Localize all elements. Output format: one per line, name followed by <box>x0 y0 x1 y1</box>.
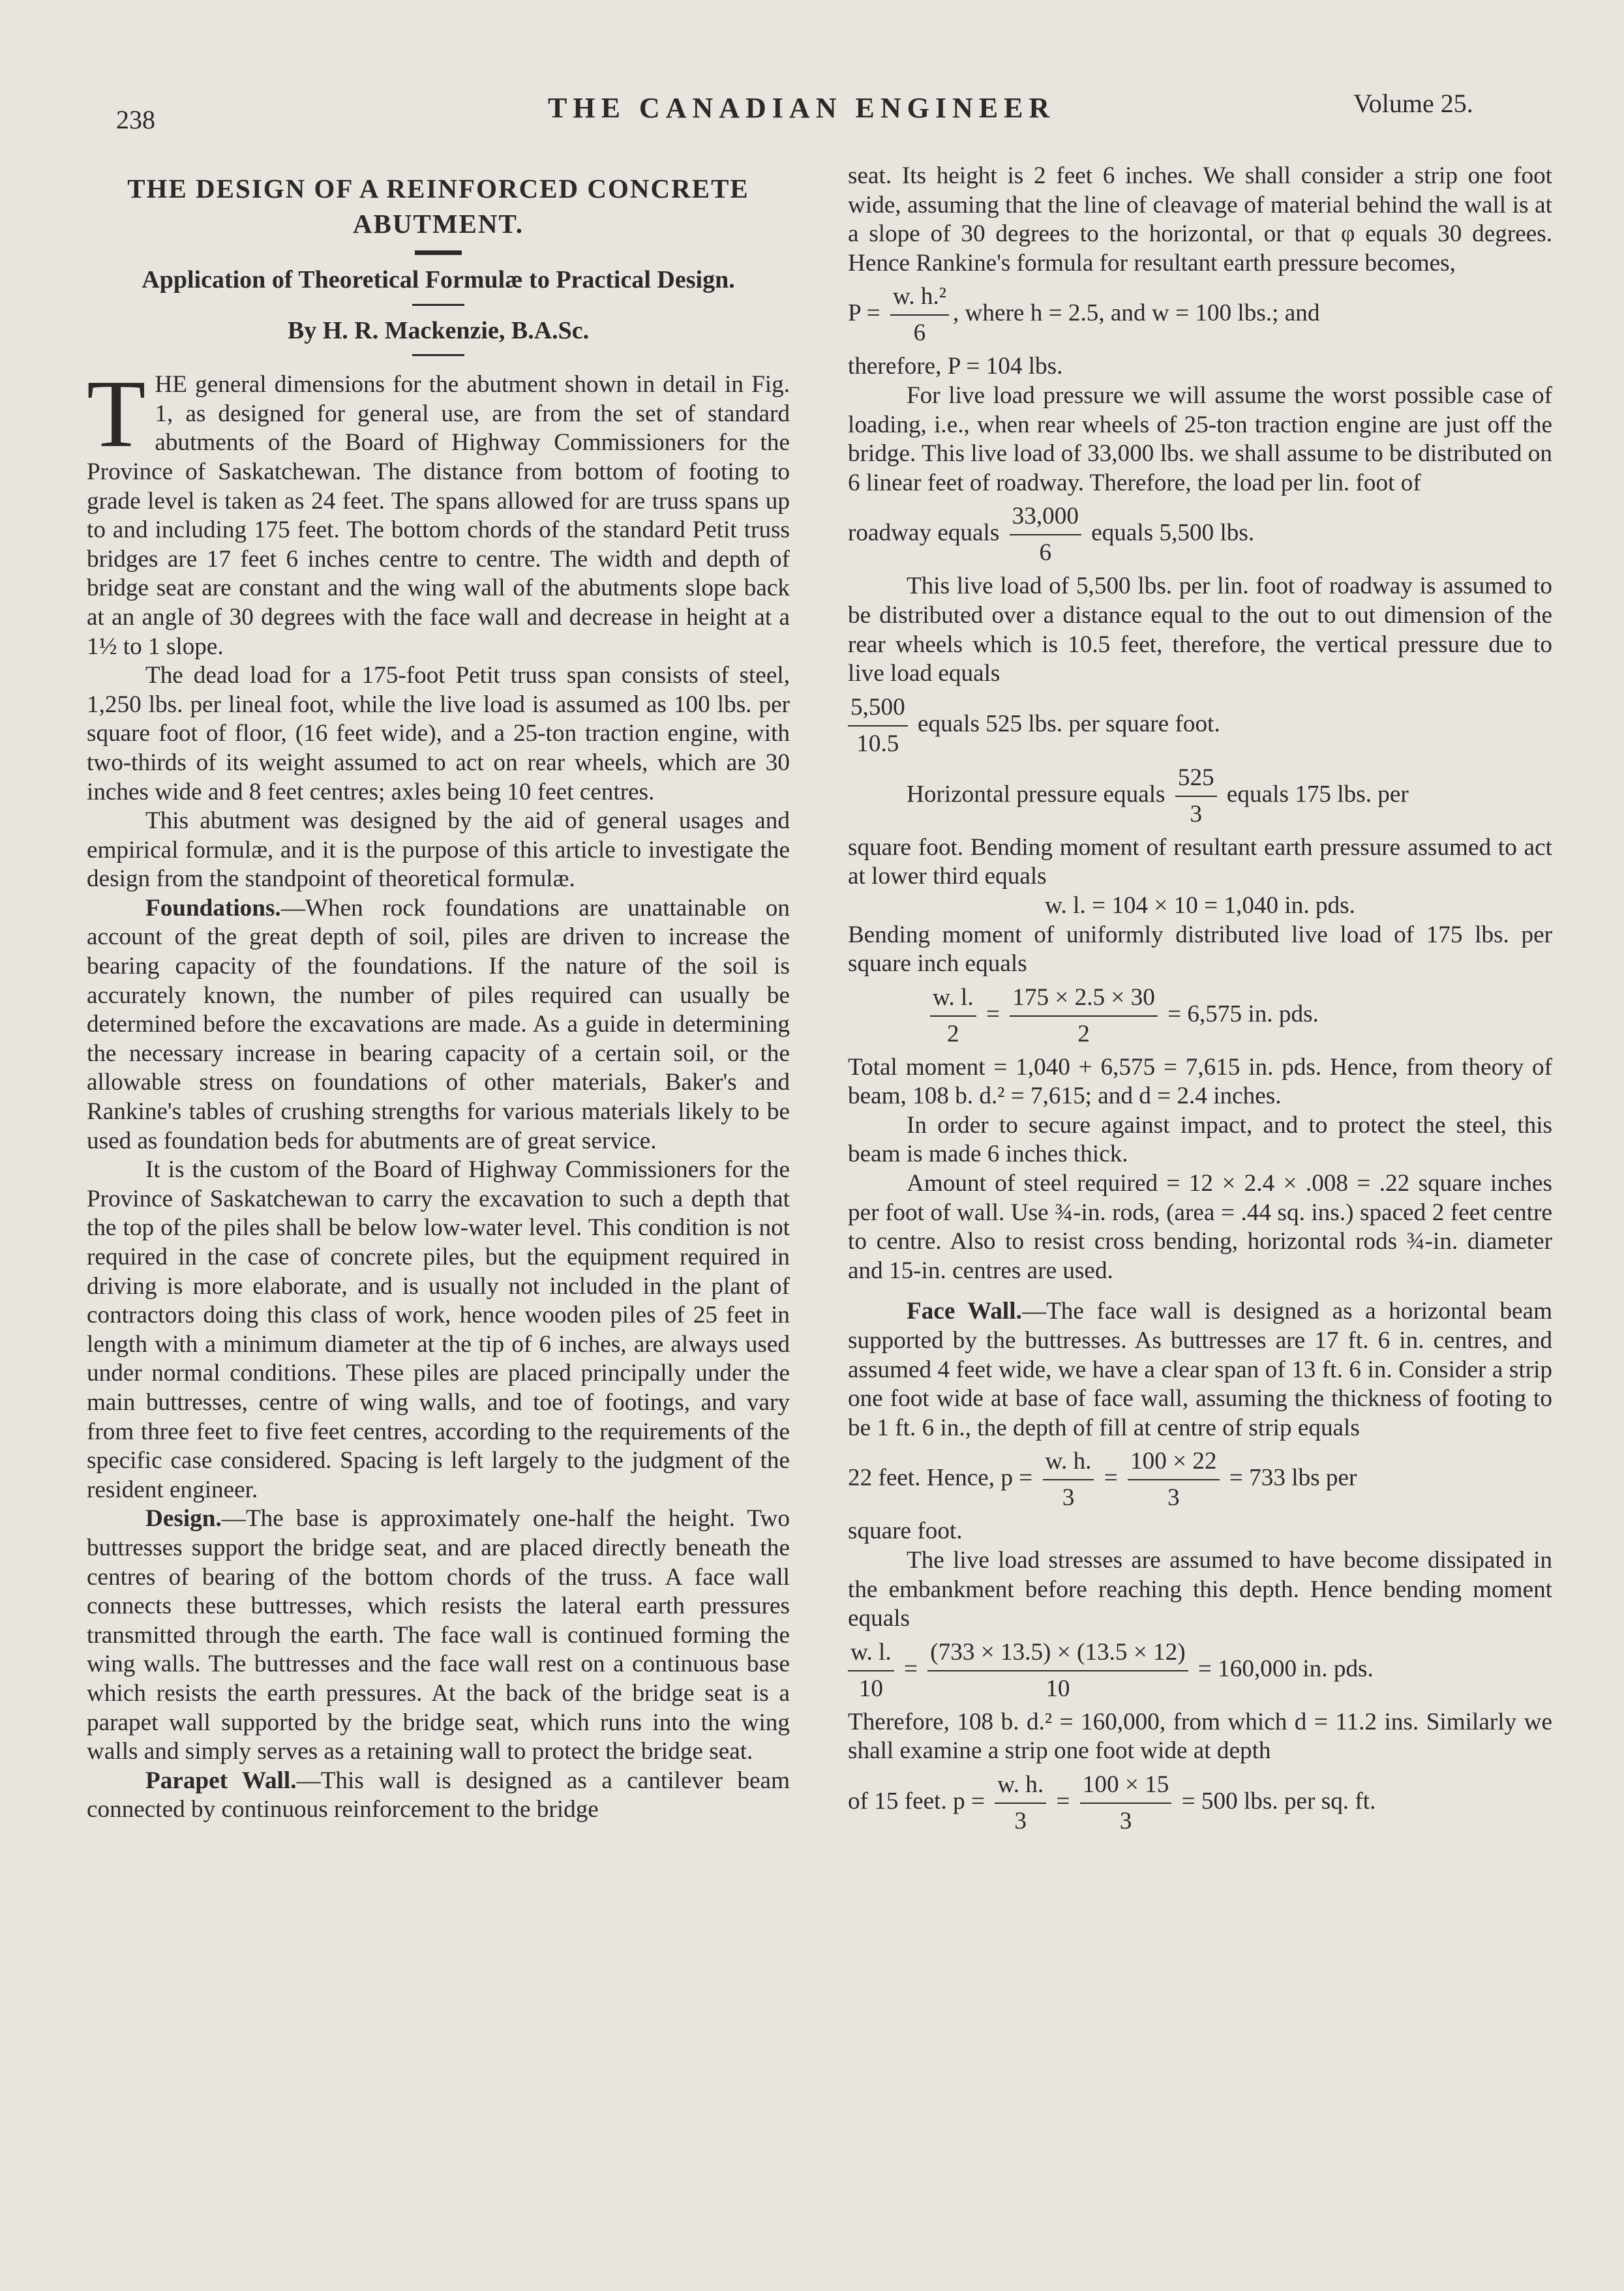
paragraph-impact: In order to secure against impact, and to protect the steel, this beam is made 6 inches thick. <box>848 1111 1552 1168</box>
paragraph-total-moment: Total moment = 1,040 + 6,575 = 7,615 in. pds. Hence, from theory of beam, 108 b. d.² = 7,615; and d = 2.4 inches. <box>848 1053 1552 1110</box>
numerator: w. l. <box>933 983 974 1011</box>
fraction <box>890 282 949 348</box>
eq-rhs: equals 525 lbs. per square foot. <box>917 710 1220 738</box>
denominator: 2 <box>947 1020 959 1047</box>
paragraph-steel: Amount of steel required = 12 × 2.4 × .008 = .22 square inches per foot of wall. Use ¾-in. rods, (area = .44 sq. ins.) spaced 2 feet centre to centre. Also to resist cross bending, horizontal rods ¾-in. diameter and 15-in. centres are used. <box>848 1170 1552 1284</box>
eq-rhs: equals 5,500 lbs. <box>1091 519 1255 547</box>
journal-title: THE CANADIAN ENGINEER <box>548 92 1056 124</box>
fraction <box>1175 763 1217 830</box>
equation-face-moment: $\frac{w. l.}{10}$ = $\frac{(733 \times 13.5) \times (13.5 \times 12)}{10}$ = 160,000 in. pds. <box>848 1638 1552 1704</box>
eq-lhs: Horizontal pressure equals <box>907 781 1165 808</box>
fraction <box>995 1770 1046 1836</box>
equation-moment-earth: w. l. = 104 × 10 = 1,040 in. pds. <box>1045 891 1355 919</box>
title-rule <box>415 250 462 255</box>
denominator: 3 <box>1014 1807 1027 1834</box>
numerator: 5,500 <box>850 693 905 721</box>
numerator: 100 × 15 <box>1082 1771 1169 1798</box>
equation-vertical-pressure <box>848 693 1552 759</box>
page-number: 238 <box>116 105 155 134</box>
paragraph-distribution: This live load of 5,500 lbs. per lin. foot of roadway is assumed to be distributed over a distance equal to the out to out dimension of the rear wheels which is 10.5 feet, therefore, the vertical pressure due to live load equals <box>848 573 1552 687</box>
paragraph-bending-live: Bending moment of uniformly distributed live load of 175 lbs. per square inch equals <box>848 921 1552 978</box>
paragraph-parapet-cont: seat. Its height is 2 feet 6 inches. We shall consider a strip one foot wide, assuming that the line of cleavage of material behind the wall is at a slope of 30 degrees to the horizontal, or that φ equals 30 degrees. Hence Rankine's formula for resultant earth pressure becomes, <box>848 162 1552 277</box>
equation-horizontal-pressure <box>848 763 1552 830</box>
paragraph-intro-text: HE general dimensions for the abutment shown in detail in Fig. 1, as designed for general use, are from the set of standard abutments of the Board of Highway Commissioners for the Province of Saskatchewan. The distance from bottom of footing to grade level is taken as 24 feet. The spans allowed for are truss spans up to and including 175 feet. The bottom chords of the standard Petit truss bridges are 17 feet 6 inches centre to centre. The width and depth of bridge seat are constant and the wing wall of the abutments slope back at an angle of 30 degrees with the face wall and decrease in height at a 1½ to 1 slope. <box>87 371 790 660</box>
right-column <box>848 162 1552 1840</box>
paragraph-face-wall <box>848 1297 1552 1443</box>
paragraph-piles: It is the custom of the Board of Highway Commissioners for the Province of Saskatchewan to carry the excavation to such a depth that the top of the piles shall be below low-water level. This condition is not required in the case of concrete piles, but the equipment required in driving is more elaborate, and is usually not included in the plant of contractors doing this class of work, hence wooden piles of 25 feet in length with a minimum diameter at the tip of 6 inches, are always used under normal conditions. These piles are placed principally under the main buttresses, centre of wing walls, and toe of footings, and vary from three feet to five feet centres, according to the requirements of the specific case considered. Spacing is left largely to the judgment of the resident engineer. <box>87 1156 790 1503</box>
eq-rhs: = 733 lbs per <box>1229 1464 1357 1491</box>
denominator: 6 <box>913 320 926 347</box>
paragraph-square-foot: square foot. <box>848 1518 963 1545</box>
left-column <box>87 171 790 1825</box>
design-text: —The base is approximately one-half the height. Two buttresses support the bridge seat, and are placed directly beneath the centres of bearing of the bottom chords of the truss. A face wall connects these buttresses, which resists the lateral earth pressures transmitted through the earth. The face wall is continued forming the wing walls. The buttresses and the face wall rest on a continuous base which resists the earth pressures. At the back of the bridge seat is a parapet wall supported by the bridge seat, which runs into the wing walls and simply serves as a retaining wall to protect the bridge seat. <box>87 1505 790 1765</box>
numerator: 175 × 2.5 × 30 <box>1012 983 1155 1011</box>
numerator: 525 <box>1177 764 1214 791</box>
equation-face-pressure: 22 feet. Hence, p = $\frac{w. h.}{3}$ = $\frac{100 \times 22}{3}$ = 733 lbs per <box>848 1446 1552 1513</box>
paragraph-foundations <box>87 894 790 1156</box>
paragraph-dissipated: The live load stresses are assumed to have become dissipated in the embankment before reaching this depth. Hence bending moment equals <box>848 1547 1552 1632</box>
eq-rhs: = 160,000 in. pds. <box>1197 1655 1374 1683</box>
paragraph-purpose: This abutment was designed by the aid of general usages and empirical formulæ, and it is the purpose of this article to investigate the design from the standpoint of theoretical formulæ. <box>87 807 790 893</box>
equation-roadway <box>848 502 1552 568</box>
face-wall-text: —The face wall is designed as a horizontal beam supported by the buttresses. As buttresses are 17 ft. 6 in. centres, and assumed 4 feet wide, we have a clear span of 13 ft. 6 in. Consider a strip one foot wide at base of face wall, assuming the thickness of footing to be 1 ft. 6 in., the depth of fill at centre of strip equals <box>848 1298 1552 1441</box>
denominator: 10 <box>1045 1675 1070 1702</box>
eq-lhs: P = <box>848 299 880 327</box>
fraction <box>1080 1770 1172 1836</box>
paragraph-depth-result: Therefore, 108 b. d.² = 160,000, from which d = 11.2 ins. Similarly we shall examine a strip one foot wide at depth <box>848 1708 1552 1765</box>
denominator: 10 <box>858 1675 883 1702</box>
section-heading-foundations: Foundations. <box>145 894 281 921</box>
eq-rhs: equals 175 lbs. per <box>1226 781 1409 808</box>
denominator: 6 <box>1039 539 1052 567</box>
paragraph-result-p: therefore, P = 104 lbs. <box>848 353 1063 380</box>
denominator: 3 <box>1119 1807 1132 1834</box>
denominator: 10.5 <box>856 730 899 757</box>
fraction <box>848 1638 894 1704</box>
byline-rule <box>412 354 464 356</box>
article-byline: By H. R. Mackenzie, B.A.Sc. <box>287 316 590 344</box>
equation-15ft: of 15 feet. p = $\frac{w. h.}{3}$ = $\frac{100 \times 15}{3}$ = 500 lbs. per sq. ft. <box>848 1770 1552 1836</box>
denominator: 2 <box>1077 1020 1090 1047</box>
fraction <box>1128 1446 1220 1513</box>
parapet-text: —This wall is designed as a cantilever beam connected by continuous reinforcement to the bridge <box>87 1767 790 1823</box>
numerator: w. l. <box>850 1638 892 1666</box>
fraction <box>1010 983 1158 1049</box>
section-heading-design: Design. <box>145 1505 222 1533</box>
eq-lhs: roadway equals <box>848 519 1000 547</box>
subtitle-rule <box>412 304 464 306</box>
denominator: 3 <box>1190 800 1203 828</box>
paragraph-bending-earth: square foot. Bending moment of resultant earth pressure assumed to act at lower third equals <box>848 833 1552 890</box>
denominator: 3 <box>1062 1484 1075 1512</box>
paragraph-design <box>87 1505 790 1766</box>
eq-rhs: = 6,575 in. pds. <box>1167 1000 1319 1028</box>
numerator: w. h.² <box>892 283 946 310</box>
numerator: (733 × 13.5) × (13.5 × 12) <box>930 1638 1186 1666</box>
drop-cap: T <box>87 361 146 468</box>
fraction <box>1043 1446 1094 1513</box>
equation-rankine <box>848 282 1552 348</box>
numerator: 100 × 22 <box>1130 1448 1217 1475</box>
denominator: 3 <box>1167 1484 1180 1512</box>
numerator: w. h. <box>1045 1448 1092 1475</box>
equation-moment-live: $\frac{w. l.}{2}$ = $\frac{175 \times 2.5 \times 30}{2}$ = 6,575 in. pds. <box>848 983 1552 1049</box>
fraction <box>930 983 976 1049</box>
numerator: 33,000 <box>1012 503 1079 530</box>
eq-lhs: 22 feet. Hence, p = <box>848 1464 1033 1491</box>
section-heading-face-wall: Face Wall. <box>907 1298 1022 1325</box>
article-title: THE DESIGN OF A REINFORCED CONCRETE ABUTMENT. <box>127 173 749 239</box>
eq-lhs: of 15 feet. p = <box>848 1788 985 1815</box>
eq-rhs: , where h = 2.5, and w = 100 lbs.; and <box>952 299 1320 327</box>
paragraph-parapet <box>87 1767 790 1825</box>
paragraph-live-load: For live load pressure we will assume the worst possible case of loading, i.e., when rear wheels of 25-ton traction engine are just off the bridge. This live load of 33,000 lbs. we shall assume to be distributed on 6 linear feet of roadway. Therefore, the load per lin. foot of <box>848 382 1552 496</box>
numerator: w. h. <box>997 1771 1044 1798</box>
foundations-text: —When rock foundations are unattainable on account of the great depth of soil, piles are driven to increase the bearing capacity of the foundations. If the nature of the soil is accurately known, the number of piles required can usually be determined before the excavations are made. As a guide in determining the necessary increase in bearing capacity of a certain soil, or the allowable stress on foundations of other materials, Baker's and Rankine's tables of crushing strengths for various materials likely to be used as foundation beds for abutments are of great service. <box>87 894 790 1154</box>
section-heading-parapet-wall: Parapet Wall. <box>145 1767 297 1794</box>
fraction <box>1010 502 1081 568</box>
eq-rhs: = 500 lbs. per sq. ft. <box>1181 1788 1376 1815</box>
fraction <box>927 1638 1188 1704</box>
article-subtitle: Application of Theoretical Formulæ to Practical Design. <box>142 266 735 293</box>
paragraph-intro <box>87 361 790 661</box>
fraction <box>848 693 908 759</box>
paragraph-dead-load: The dead load for a 175-foot Petit truss span consists of steel, 1,250 lbs. per lineal foot, while the live load is assumed as 100 lbs. per square foot of floor, (16 feet wide), and a 25-ton traction engine, with two-thirds of its weight assumed to act on rear wheels, which are 30 inches wide and 8 feet centres; axles being 10 feet centres. <box>87 662 790 805</box>
volume-label: Volume 25. <box>1353 89 1473 118</box>
